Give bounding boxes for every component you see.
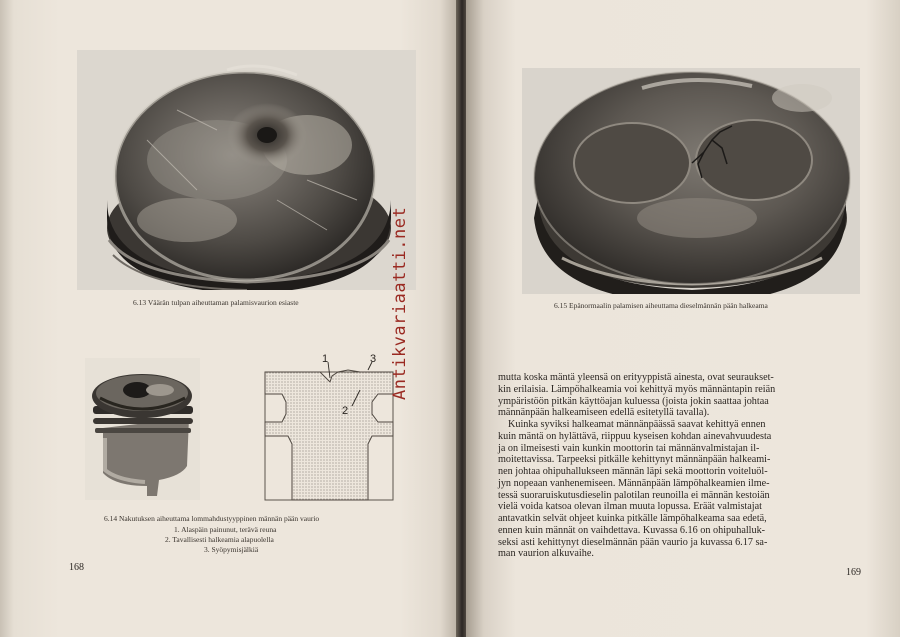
body-line: seksi asti kehittynyt dieselmännän pään vaurio ja kuvassa 6.17 sa- (498, 536, 768, 548)
body-line: moitettavissa. Tarpeeksi pitkälle kehittynyt männänpään halkeami- (498, 454, 771, 466)
figure-6-14-diagram (260, 348, 400, 503)
body-line: tessä suoraruiskutusdieselin palotilan reunoilla ei männän kestoiän (498, 489, 770, 501)
body-line: kuin mäntä on hylättävä, riippuu kyseisen kohdan ainevahvuudesta (498, 430, 772, 442)
watermark: Antikvariaatti.net (390, 206, 410, 400)
figure-6-13-caption: 6.13 Väärän tulpan aiheuttaman palamisvaurion esiaste (133, 298, 299, 307)
figure-6-14-item-2: 2. Tavallisesti halkeamia alapuolella (165, 535, 274, 544)
body-line: männänpään halkeamiseen edellä esitetyllä tavalla). (498, 407, 710, 419)
page-number-right: 169 (846, 567, 861, 578)
figure-6-15-photo (522, 68, 860, 294)
body-line: man vaurion alkuvaihe. (498, 548, 594, 560)
diagram-label-1: 1 (322, 353, 329, 365)
piston-crown-photo (77, 50, 416, 290)
figure-6-14-item-3: 3. Syöpymisjälkiä (204, 545, 259, 554)
body-line: kin erilaisia. Lämpöhalkeamia voi kehittyä myös männäntapin reiän (498, 383, 776, 395)
body-line: nen johtaa ohipuhallukseen männän läpi sekä moottorin voiteluöl- (498, 466, 768, 477)
figure-6-13-photo (77, 50, 416, 290)
body-line: antavatkin selvät ohjeet kuinka pitkälle lämpöhalkeama saa edetä, (498, 513, 767, 524)
knocked-piston-photo (85, 358, 200, 500)
leader-line-1 (328, 362, 330, 378)
body-line: Kuinka syviksi halkeamat männänpäässä saavat kehittyä ennen (508, 419, 766, 430)
figure-6-14-item-1: 1. Alaspäin painunut, terävä reuna (174, 525, 277, 534)
figure-6-14-caption: 6.14 Nakutuksen aiheuttama lommahdustyyppinen männän pään vaurio (104, 514, 320, 523)
body-line: vielä voida katsoa olevan ilman muuta lopussa. Eräät valmistajat (498, 501, 762, 513)
page-number-left: 168 (69, 562, 84, 573)
diesel-piston-crack-photo (522, 68, 860, 294)
body-line: ympäristöön pitkän käyttöajan kuluessa (joista jokin saattaa johtaa (498, 395, 769, 407)
figure-6-15-caption: 6.15 Epänormaalin palamisen aiheuttama dieselmännän pään halkeama (554, 301, 768, 310)
body-text (498, 372, 836, 560)
body-line: jyn nopeaan vanhenemiseen. Männänpään lämpöhalkeamien ilme- (498, 477, 770, 489)
body-line: ennen kuin männät on vaihdettava. Kuvassa 6.16 on ohipuhalluk- (498, 524, 766, 536)
body-line: ja on ilmeisesti vain kunkin moottorin tai männänvalmistajan il- (498, 442, 760, 454)
figure-6-14-photo (85, 358, 200, 500)
diagram-label-2: 2 (342, 405, 349, 417)
body-line: mutta koska mäntä yleensä on erityyppistä ainesta, ovat seuraukset- (498, 372, 774, 383)
diagram-label-3: 3 (370, 353, 377, 365)
